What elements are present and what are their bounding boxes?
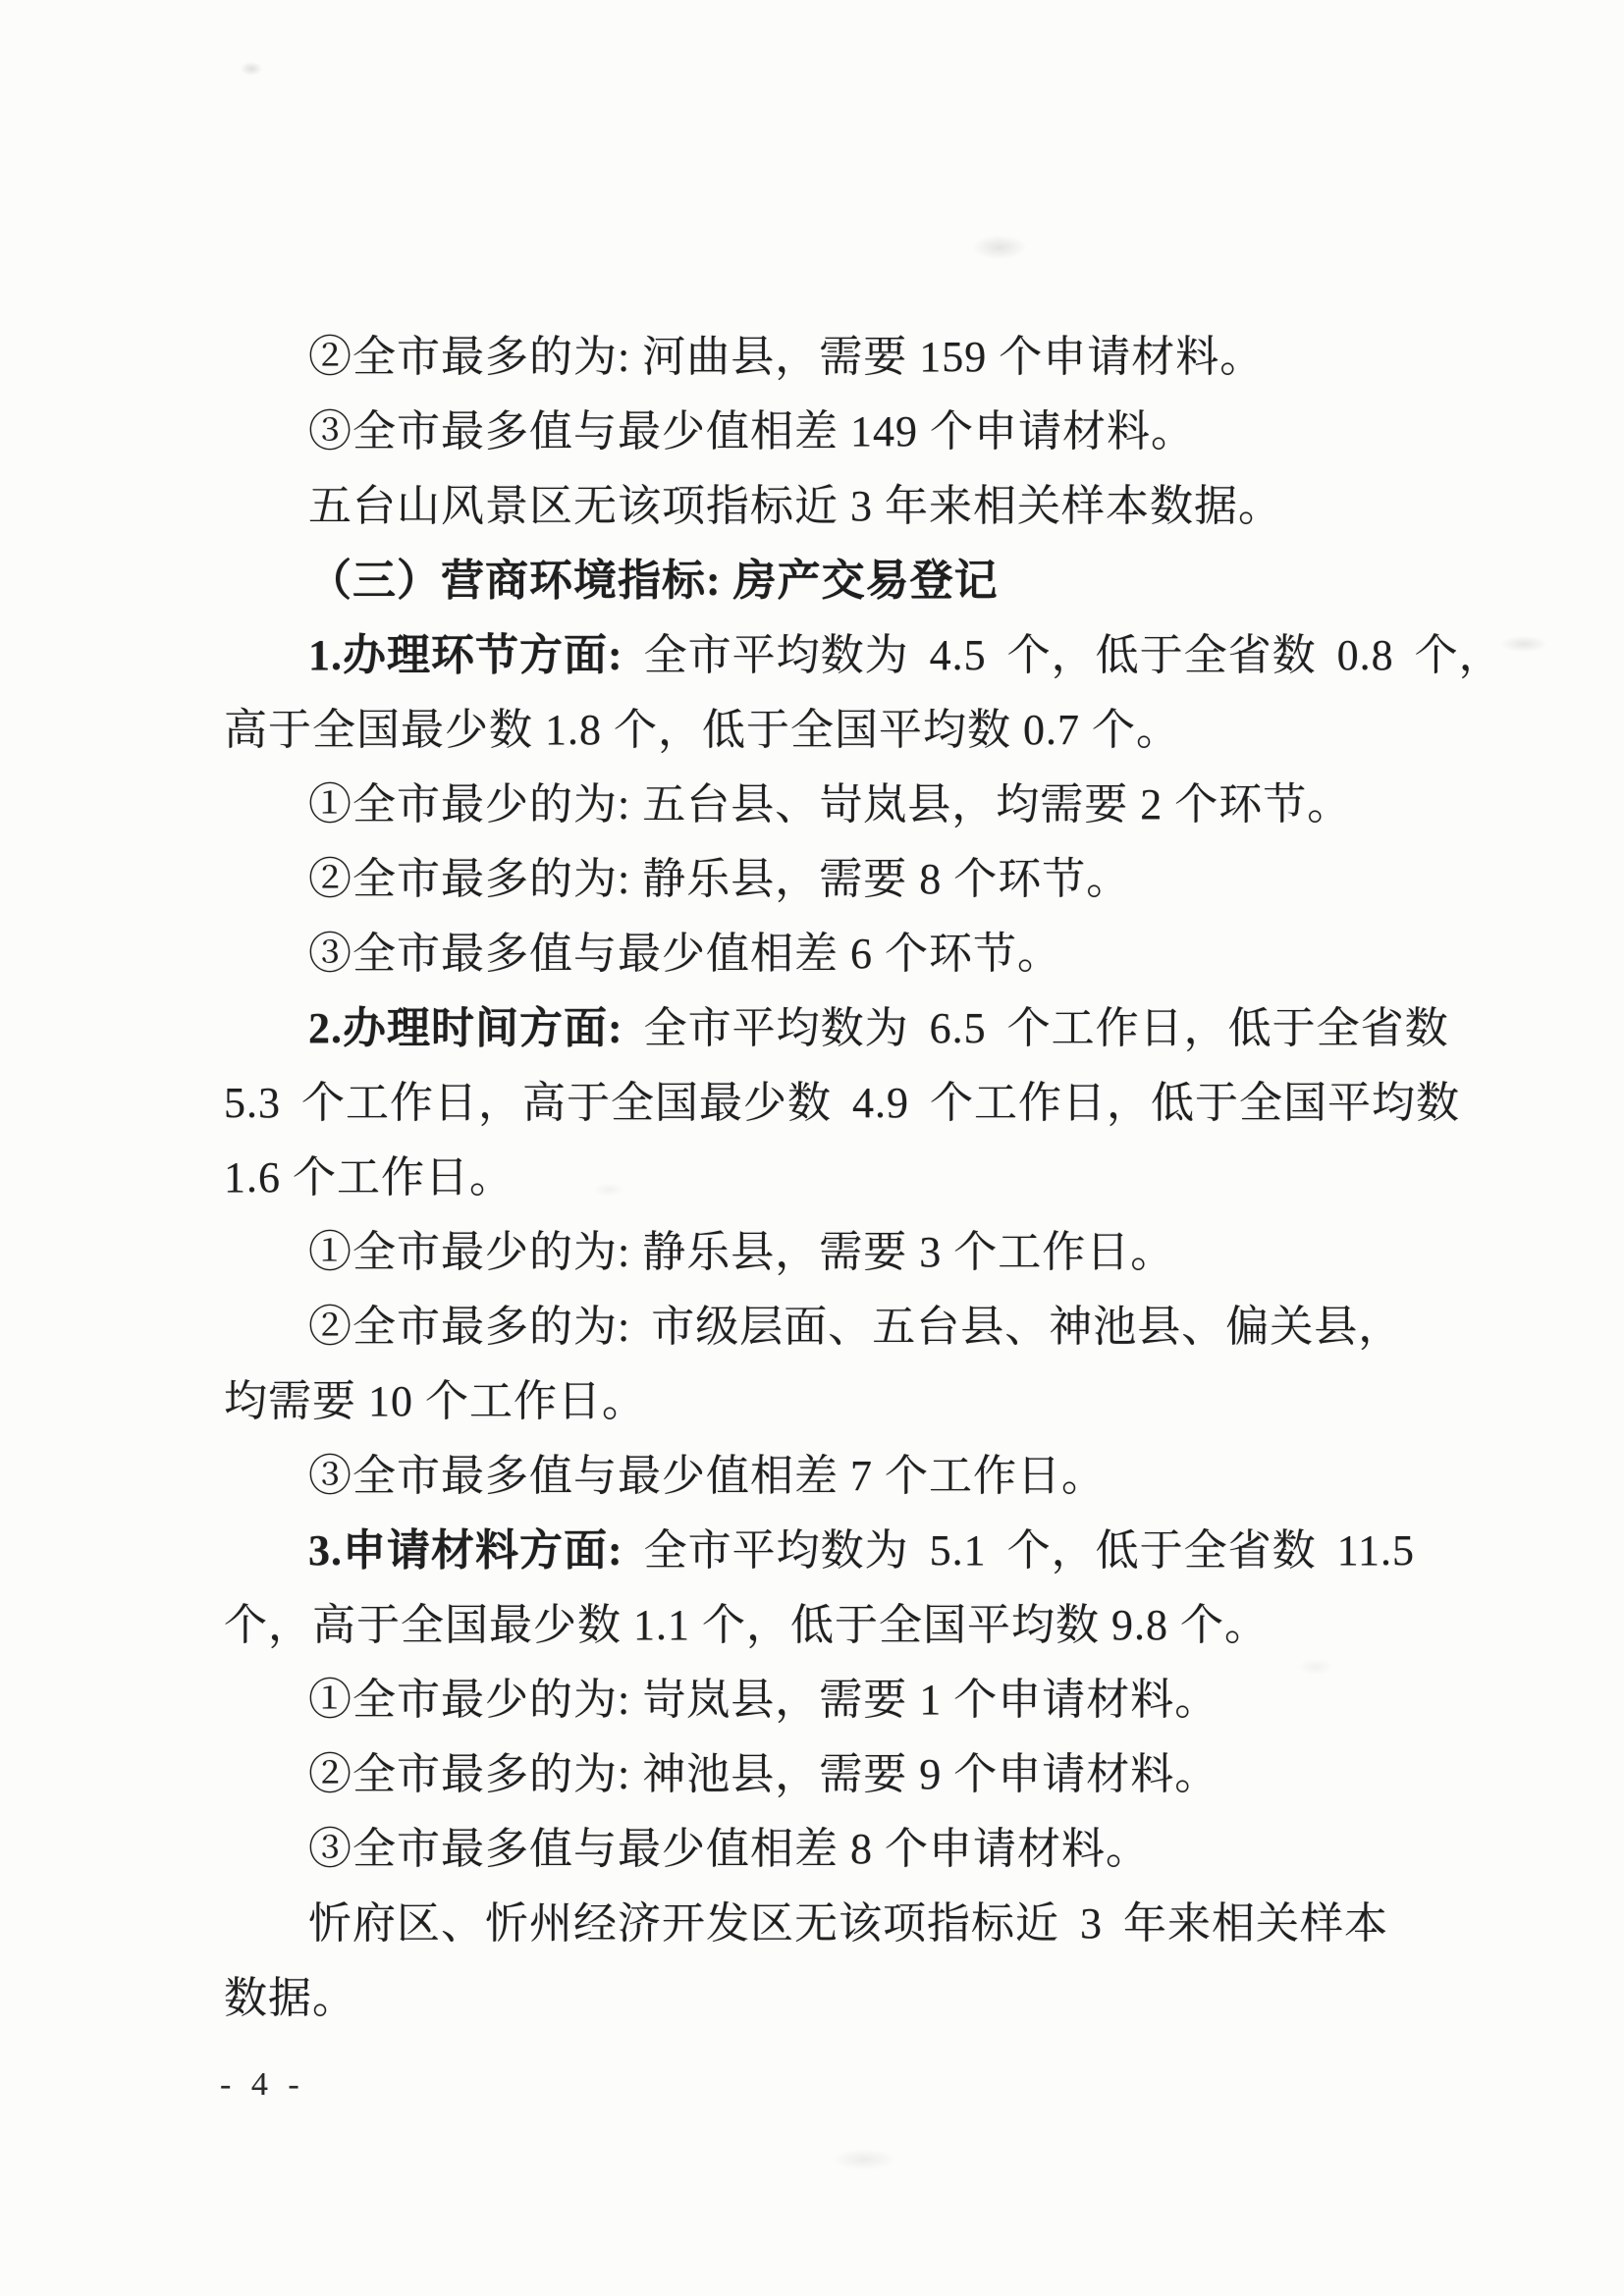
text-segment: 全市平均数为 6.5 个工作日，低于全省数 [643,1004,1449,1052]
text-line [224,1887,1441,1961]
text-line [224,544,1441,618]
text-segment: 忻府区、忻州经济开发区无该项指标近 3 年来相关样本 [308,1899,1388,1948]
text-line [224,1364,1441,1439]
text-segment-bold: （三）营商环境指标: 房产交易登记 [308,557,999,605]
text-line [224,768,1441,842]
text-segment: 全市平均数为 5.1 个，低于全省数 11.5 [643,1526,1416,1575]
text-segment: ③全市最多值与最少值相差 8 个申请材料。 [308,1825,1150,1873]
text-segment: ②全市最多的为: 神池县，需要 9 个申请材料。 [308,1750,1219,1798]
text-segment: 高于全国最少数 1.8 个，低于全国平均数 0.7 个。 [224,706,1180,754]
text-segment: ①全市最少的为: 岢岚县，需要 1 个申请材料。 [308,1676,1219,1724]
text-segment: ②全市最多的为: 河曲县，需要 159 个申请材料。 [308,333,1265,381]
text-segment: 个，高于全国最少数 1.1 个，低于全国平均数 9.8 个。 [224,1601,1269,1649]
text-line [224,917,1441,991]
text-line [224,469,1441,544]
text-line [224,1141,1441,1215]
text-line [224,1812,1441,1887]
text-line [224,320,1441,395]
text-line [224,1961,1441,2036]
text-line [224,1737,1441,1812]
text-segment: ②全市最多的为: 静乐县，需要 8 个环节。 [308,855,1131,903]
text-segment: ③全市最多值与最少值相差 149 个申请材料。 [308,407,1195,455]
text-segment: ①全市最少的为: 五台县、岢岚县，均需要 2 个环节。 [308,780,1352,828]
text-line [224,1290,1441,1364]
text-line [224,693,1441,768]
text-segment-bold: 1.办理环节方面: [308,631,644,679]
text-line [224,991,1449,1066]
text-segment-bold: 2.办理时间方面: [308,1004,644,1052]
text-line [224,1663,1441,1737]
text-segment: 1.6 个工作日。 [224,1153,514,1201]
document-body [224,320,1503,2036]
text-line [224,395,1441,469]
text-segment: ③全市最多值与最少值相差 7 个工作日。 [308,1452,1106,1500]
page-number: - 4 - [220,2066,305,2103]
text-segment: 全市平均数为 4.5 个，低于全省数 0.8 个， [643,631,1503,679]
text-segment: 5.3 个工作日，高于全国最少数 4.9 个工作日，低于全国平均数 [224,1079,1460,1127]
text-line [224,1588,1441,1663]
text-segment: ②全市最多的为: 市级层面、五台县、神池县、偏关县， [308,1303,1403,1351]
text-segment: 五台山风景区无该项指标近 3 年来相关样本数据。 [308,482,1282,530]
text-line [224,618,1503,693]
text-segment: ①全市最少的为: 静乐县，需要 3 个工作日。 [308,1228,1175,1276]
text-line [224,1215,1441,1290]
text-line [224,842,1441,917]
text-line [224,1439,1441,1514]
text-segment: 均需要 10 个工作日。 [224,1377,646,1425]
text-segment: ③全市最多值与最少值相差 6 个环节。 [308,930,1061,978]
text-segment: 数据。 [224,1974,356,2022]
text-line [224,1514,1441,1588]
text-segment-bold: 3.申请材料方面: [308,1526,644,1575]
text-line [224,1066,1460,1141]
